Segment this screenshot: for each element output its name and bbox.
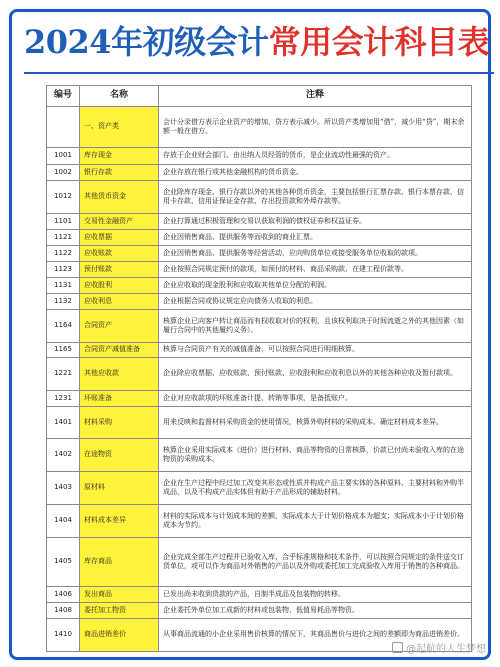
table-row [47, 214, 472, 230]
header-code: 编号 [47, 86, 80, 107]
watermark [392, 640, 486, 655]
row-note: 用来反映和监督材料采购资金的使用情况，核算外购材料的采购成本。确定材料成本差异。 [159, 407, 472, 439]
row-name: 应收票据 [80, 230, 159, 246]
row-note: 企业完成全部生产过程并已验收入库、合乎标准规格和技术条件，可以按照合同规定的条件送交订货单位，或可以作为商品对外销售的产品以及外购或委托加工完成验收入库用于销售的各种商品。 [159, 538, 472, 587]
row-note: 企业对应收款项的坏账准备计提、转销等事项，是备抵账户。 [159, 391, 472, 407]
table-row [47, 358, 472, 391]
row-code: 1403 [47, 472, 80, 505]
row-name: 应收股利 [80, 278, 159, 294]
header-note: 注释 [159, 86, 472, 107]
row-name: 预付账款 [80, 262, 159, 278]
title-part-subject: 常用会计科目表 [268, 23, 490, 61]
table-row [47, 294, 472, 310]
row-name: 合同资产 [80, 310, 159, 343]
row-note: 会计分录借方表示企业资产的增加，贷方表示减少。所以资产类增加用“借”，减少用“贷”，期末余额一般在借方。 [159, 107, 472, 148]
table-row [47, 343, 472, 358]
table-row [47, 148, 472, 165]
camera-icon [392, 642, 403, 653]
row-code: 1221 [47, 358, 80, 391]
row-name: 材料采购 [80, 407, 159, 439]
table-row [47, 246, 472, 262]
row-name: 应收利息 [80, 294, 159, 310]
row-note: 企业打算通过积极管理和交易以获取利润的债权证券和权益证券。 [159, 214, 472, 230]
table-row [47, 165, 472, 181]
table-row [47, 439, 472, 472]
row-note: 企业根据合同或协议规定应向债务人收取的利息。 [159, 294, 472, 310]
row-code: 1001 [47, 148, 80, 165]
row-name: 交易性金融资产 [80, 214, 159, 230]
row-code: 1101 [47, 214, 80, 230]
row-note: 核算企业已向客户转让商品而有权收取对价的权利，且该权利取决于时间流逝之外的其他因素（如履行合同中的其他履约义务）。 [159, 310, 472, 343]
row-name: 委托加工物资 [80, 603, 159, 619]
row-note: 企业因销售商品、提供服务等经营活动，应向购货单位或接受服务单位收取的款项。 [159, 246, 472, 262]
header-name: 名称 [80, 86, 159, 107]
title-divider [24, 72, 494, 74]
row-note: 企业在生产过程中经过加工改变其形态或性质并构成产品主要实体的各种原料、主要材料和外购半成品，以及不构成产品实体但有助于产品形成的辅助材料。 [159, 472, 472, 505]
row-name: 银行存款 [80, 165, 159, 181]
table-row [47, 587, 472, 603]
row-name: 其他货币资金 [80, 181, 159, 214]
row-note: 核算企业采用实际成本（进价）进行材料、商品等物资的日常核算，价款已付尚未验收入库的在途物资的采购成本。 [159, 439, 472, 472]
row-code: 1410 [47, 619, 80, 652]
row-code: 1401 [47, 407, 80, 439]
row-name: 合同资产减值准备 [80, 343, 159, 358]
row-name: 其他应收款 [80, 358, 159, 391]
row-note: 已发出尚未收到货款的产品，自制半成品及包装物的转移。 [159, 587, 472, 603]
row-note: 企业存放在银行或其他金融机构的货币资金。 [159, 165, 472, 181]
row-name: 应收账款 [80, 246, 159, 262]
row-name: 坏账准备 [80, 391, 159, 407]
row-name: 在途物资 [80, 439, 159, 472]
row-code: 1002 [47, 165, 80, 181]
row-name: 商品进销差价 [80, 619, 159, 652]
row-note: 企业应收取的现金股利和应收取其他单位分配的利润。 [159, 278, 472, 294]
row-code: 1132 [47, 294, 80, 310]
row-code: 1408 [47, 603, 80, 619]
table-row [47, 230, 472, 246]
table-row [47, 472, 472, 505]
row-note: 企业因销售商品、提供服务等而收到的商业汇票。 [159, 230, 472, 246]
row-code: 1402 [47, 439, 80, 472]
title-part-year: 2024年初级会计 [24, 23, 269, 61]
table-row [47, 391, 472, 407]
table-row [47, 603, 472, 619]
row-name: 一、资产类 [80, 107, 159, 148]
table-row [47, 505, 472, 538]
row-code: 1404 [47, 505, 80, 538]
table-row [47, 262, 472, 278]
table-row [47, 310, 472, 343]
row-code: 1131 [47, 278, 80, 294]
row-code: 1406 [47, 587, 80, 603]
table-row [47, 107, 472, 148]
row-code: 1122 [47, 246, 80, 262]
row-note: 存放于企业财会部门、由出纳人员经管的货币，是企业流动性最强的资产。 [159, 148, 472, 165]
table-row [47, 181, 472, 214]
accounts-table [46, 85, 472, 652]
table-header-row [47, 86, 472, 107]
row-code: 1123 [47, 262, 80, 278]
row-note: 核算与合同资产有关的减值准备，可以按照合同进行明细核算。 [159, 343, 472, 358]
page-title [24, 16, 494, 68]
row-name: 库存现金 [80, 148, 159, 165]
row-note: 企业按照合同规定预付的款项，如预付的材料、商品采购款、在建工程价款等。 [159, 262, 472, 278]
row-code: 1164 [47, 310, 80, 343]
row-note: 从事商品流通的小企业采用售价核算的情况下，其商品售价与进价之间的差额即为商品进销差价。 [159, 619, 472, 652]
row-name: 库存商品 [80, 538, 159, 587]
row-code: 1165 [47, 343, 80, 358]
row-note: 企业委托外单位加工成新的材料或包装物、低值易耗品等物资。 [159, 603, 472, 619]
table-row [47, 407, 472, 439]
row-name: 发出商品 [80, 587, 159, 603]
row-note: 企业除应收票据、应收账款、预付账款、应收股利和应收利息以外的其他各种应收及暂付款项。 [159, 358, 472, 391]
row-code: 1012 [47, 181, 80, 214]
row-note: 材料的实际成本与计划成本间的差额，实际成本大于计划价格成本为超支；实际成本小于计划价格成本为节约。 [159, 505, 472, 538]
row-name: 材料成本差异 [80, 505, 159, 538]
table-row [47, 538, 472, 587]
row-note: 企业除库存现金、银行存款以外的其他各种货币资金，主要包括银行汇票存款、银行本票存款、信用卡存款、信用证保证金存款、存出投资款和外埠存款等。 [159, 181, 472, 214]
watermark-text: @起航的人生梦想 [406, 644, 486, 655]
row-code: 1231 [47, 391, 80, 407]
row-code: 1121 [47, 230, 80, 246]
row-name: 原材料 [80, 472, 159, 505]
row-code: 1405 [47, 538, 80, 587]
table-row [47, 278, 472, 294]
row-code [47, 107, 80, 148]
